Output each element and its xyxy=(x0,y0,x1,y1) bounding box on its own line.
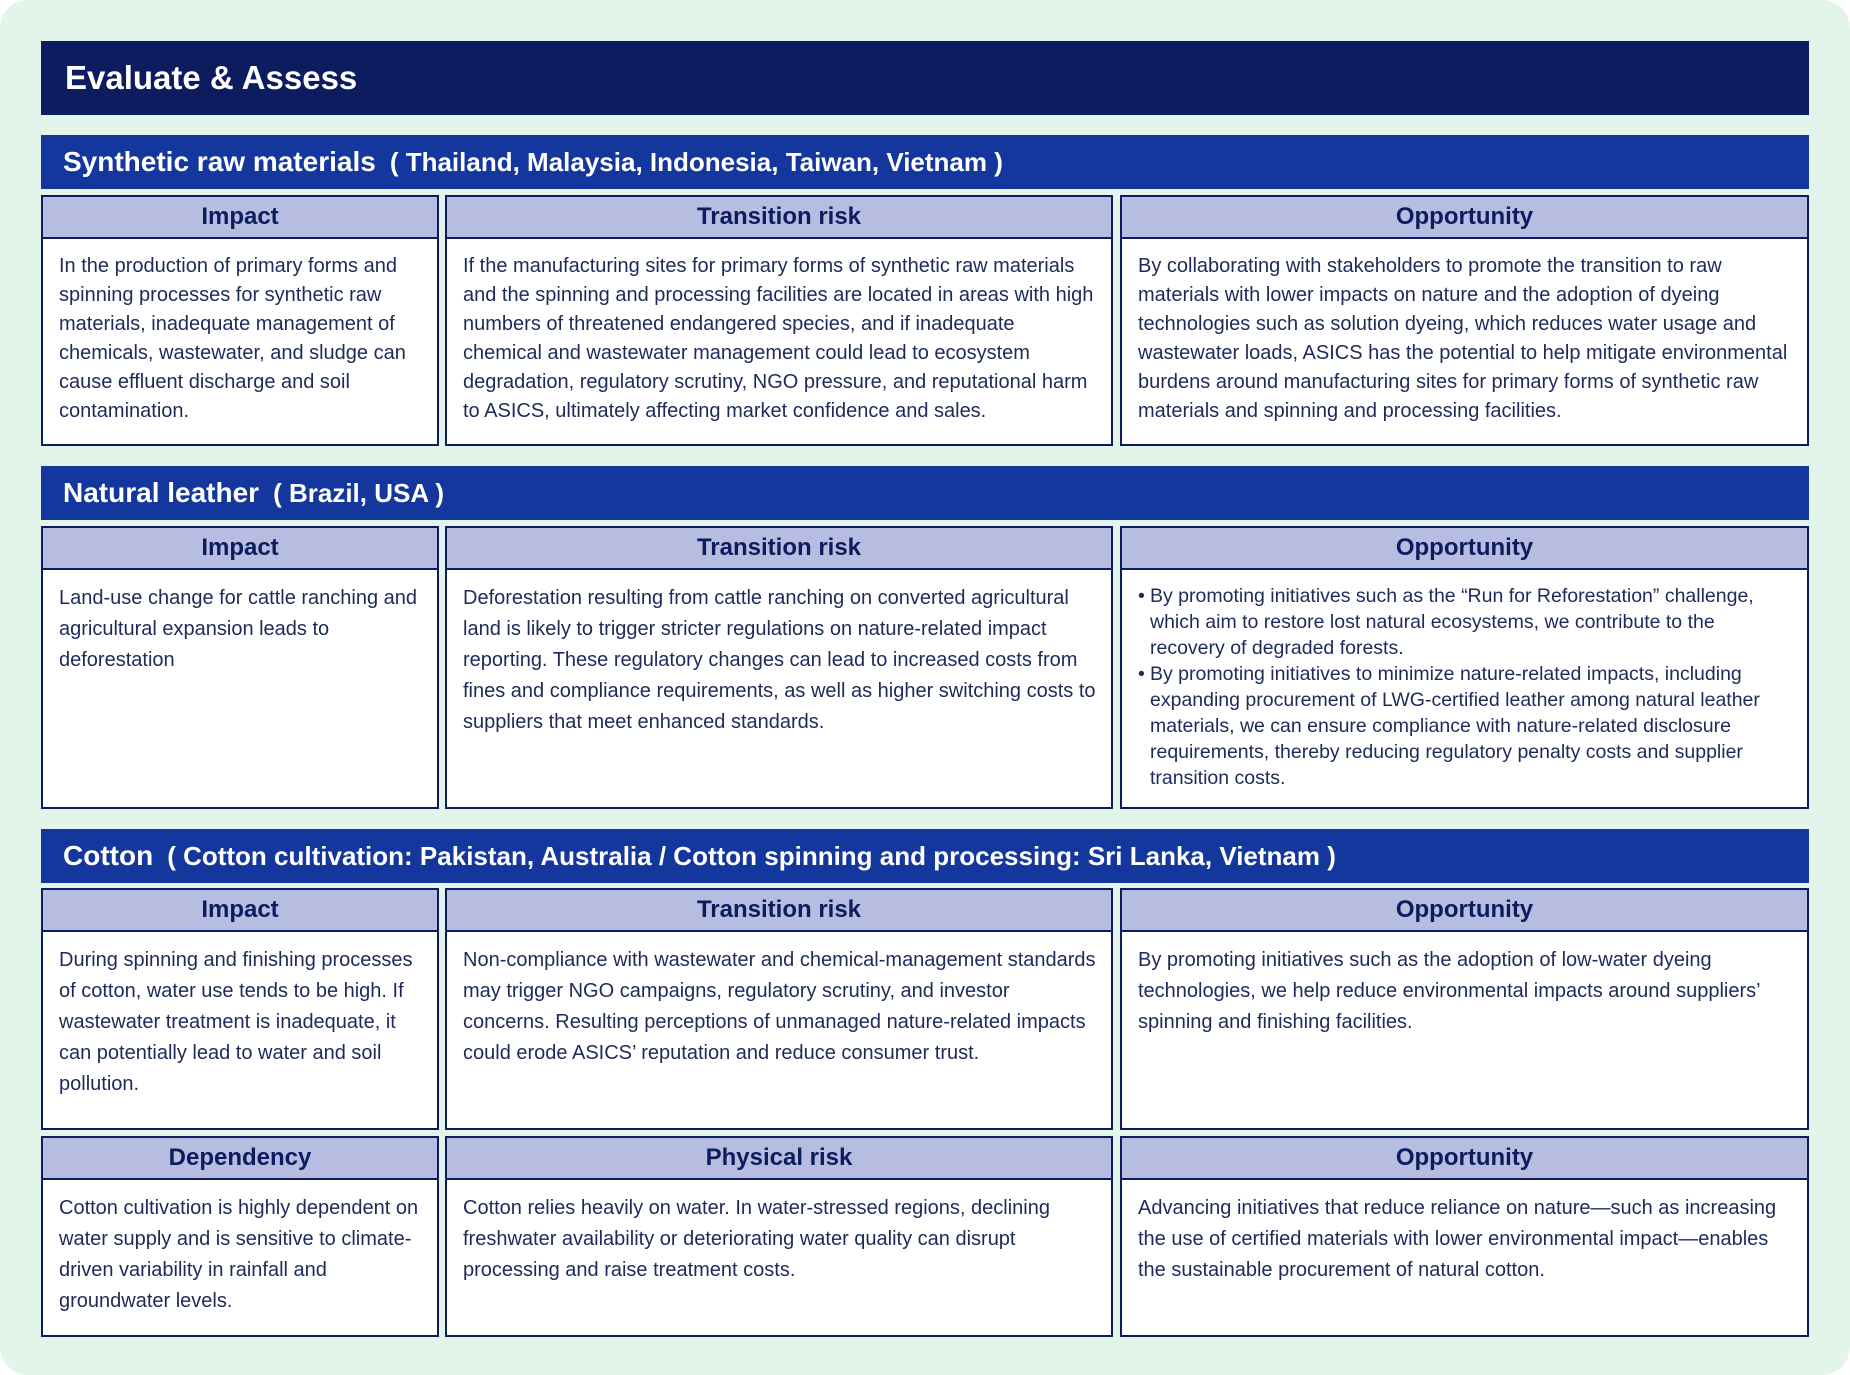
card-text: During spinning and finishing processes of cotton, water use tends to be high. If wastewater treatment is inadequate, it can potentially lead to water and soil pollution. xyxy=(59,949,413,1095)
card-heading: Impact xyxy=(43,528,437,570)
card-heading: Physical risk xyxy=(447,1138,1111,1180)
card-cotton-dependency xyxy=(41,1136,439,1337)
section-title: Natural leather xyxy=(63,477,260,508)
card-text: Non-compliance with wastewater and chemical-management standards may trigger NGO campaigns, regulatory scrutiny, and investor concerns. Resulting perceptions of unmanaged nature-related impacts could erode ASICS’ reputation and reduce consumer trust. xyxy=(463,949,1096,1064)
section-header-synthetic xyxy=(41,135,1809,189)
section-subtitle: ( Thailand, Malaysia, Indonesia, Taiwan, Vietnam ) xyxy=(389,146,1003,177)
bullet-item: • By promoting initiatives such as the “Run for Reforestation” challenge, which aim to restore lost natural ecosystems, we contribute to the recovery of degraded forests. xyxy=(1138,583,1793,661)
section-header-cotton xyxy=(41,829,1809,883)
card-heading: Transition risk xyxy=(447,890,1111,932)
section-title: Synthetic raw materials xyxy=(63,146,376,177)
card-text: Cotton relies heavily on water. In water-stressed regions, declining freshwater availability or deteriorating water quality can disrupt processing and raise treatment costs. xyxy=(463,1197,1050,1281)
card-heading: Impact xyxy=(43,197,437,239)
section-title: Cotton xyxy=(63,840,154,871)
card-heading: Opportunity xyxy=(1122,1138,1807,1180)
card-cotton-opportunity xyxy=(1120,888,1809,1130)
card-heading: Opportunity xyxy=(1122,528,1807,570)
card-leather-impact xyxy=(41,526,439,809)
card-heading: Opportunity xyxy=(1122,197,1807,239)
bullet-list xyxy=(1138,583,1793,791)
card-heading: Opportunity xyxy=(1122,890,1807,932)
card-text xyxy=(1122,570,1807,801)
card-heading: Impact xyxy=(43,890,437,932)
bullet-item: • By promoting initiatives to minimize nature-related impacts, including expanding procurement of LWG-certified leather among natural leather materials, we can ensure compliance with nature-related disclosure requirements, thereby reducing regulatory penalty costs and supplier transition costs. xyxy=(1138,661,1793,791)
card-text: By promoting initiatives such as the adoption of low-water dyeing technologies, we help reduce environmental impacts around suppliers’ spinning and finishing facilities. xyxy=(1138,949,1760,1033)
card-synthetic-impact xyxy=(41,195,439,446)
card-text: In the production of primary forms and spinning processes for synthetic raw materials, inadequate management of chemicals, wastewater, and sludge can cause effluent discharge and soil contamination. xyxy=(59,255,406,422)
card-text: If the manufacturing sites for primary forms of synthetic raw materials and the spinning and processing facilities are located in areas with high numbers of threatened endangered species, and if inadequate chemical and wastewater management could lead to ecosystem degradation, regulatory scrutiny, NGO pressure, and reputational harm to ASICS, ultimately affecting market confidence and sales. xyxy=(463,255,1094,422)
card-cotton-transition-risk xyxy=(445,888,1113,1130)
card-text: Land-use change for cattle ranching and agricultural expansion leads to deforestation xyxy=(59,587,418,671)
card-leather-transition-risk xyxy=(445,526,1113,809)
card-heading: Transition risk xyxy=(447,528,1111,570)
card-synthetic-opportunity xyxy=(1120,195,1809,446)
section-subtitle: ( Cotton cultivation: Pakistan, Australia / Cotton spinning and processing: Sri Lanka, Vietnam ) xyxy=(167,840,1336,871)
card-synthetic-transition-risk xyxy=(445,195,1113,446)
card-heading: Dependency xyxy=(43,1138,437,1180)
card-leather-opportunity xyxy=(1120,526,1809,809)
section-header-leather xyxy=(41,466,1809,520)
card-cotton-impact xyxy=(41,888,439,1130)
card-heading: Transition risk xyxy=(447,197,1111,239)
card-text: Deforestation resulting from cattle ranching on converted agricultural land is likely to trigger stricter regulations on nature-related impact reporting. These regulatory changes can lead to increased costs from fines and compliance requirements, as well as higher switching costs to suppliers that meet enhanced standards. xyxy=(463,587,1096,733)
card-text: Cotton cultivation is highly dependent on water supply and is sensitive to climate-driven variability in rainfall and groundwater levels. xyxy=(59,1197,419,1312)
page-title: Evaluate & Assess xyxy=(41,41,1809,115)
card-text: Advancing initiatives that reduce reliance on nature—such as increasing the use of certified materials with lower environmental impact—enables the sustainable procurement of natural cotton. xyxy=(1138,1197,1777,1281)
section-subtitle: ( Brazil, USA ) xyxy=(273,477,445,508)
card-text: By collaborating with stakeholders to promote the transition to raw materials with lower impacts on nature and the adoption of dyeing technologies such as solution dyeing, which reduces water usage and wastewater loads, ASICS has the potential to help mitigate environmental burdens around manufacturing sites for primary forms of synthetic raw materials and spinning and processing facilities. xyxy=(1138,255,1788,422)
card-cotton-opportunity-2 xyxy=(1120,1136,1809,1337)
card-cotton-physical-risk xyxy=(445,1136,1113,1337)
